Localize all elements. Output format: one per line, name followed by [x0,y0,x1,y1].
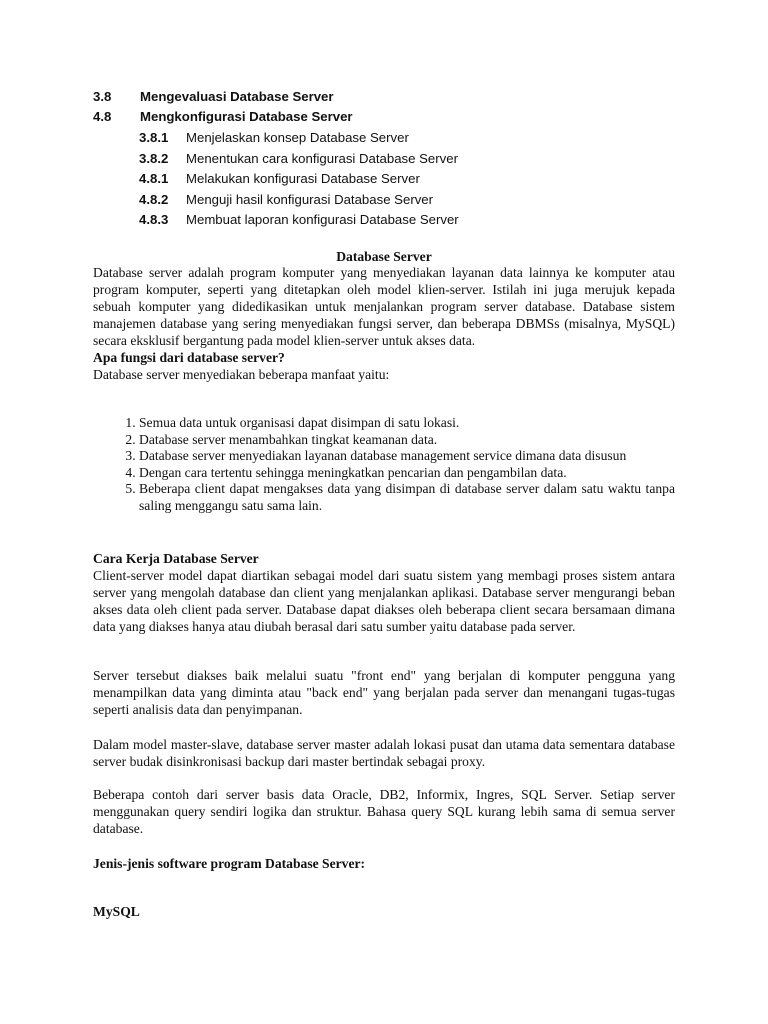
jenis-heading: Jenis-jenis software program Database Server: [93,856,366,871]
list-item: 1. Semua data untuk organisasi dapat disimpan di satu lokasi. [139,415,675,432]
mysql-heading: MySQL [93,904,140,919]
cara-kerja-section [93,550,675,635]
cara-heading: Cara Kerja Database Server [93,551,259,566]
cara-paragraph-1: Client-server model dapat diartikan sebagai model dari suatu sistem yang membagi proses sistem antara server yang mengolah database dan client yang menjalankan aplikasi. Database server mengurangi beban akses data oleh client pada server. Database dapat diakses oleh beberapa client secara bersamaan dimana data yang diakses hanya atau diubah berasal dari satu sumber yaitu database pada server. [93,568,675,634]
toc-sub-number: 4.8.1 [139,171,169,186]
toc-sub-label: Menentukan cara konfigurasi Database Server [186,151,458,166]
toc-sub-label: Menguji hasil konfigurasi Database Server [186,192,434,207]
list-item: 5. Beberapa client dapat mengakses data yang disimpan di database server dalam satu waktu tanpa saling menggangu satu sama lain. [139,481,675,514]
cara-paragraph-4: Beberapa contoh dari server basis data Oracle, DB2, Informix, Ingres, SQL Server. Setiap server menggunakan query sendiri logika dan struktur. Bahasa query SQL kurang lebih sama di semua server database. [93,787,675,836]
list-item: 4. Dengan cara tertentu sehingga meningkatkan pencarian dan pengambilan data. [139,465,675,482]
toc-subitem [139,151,458,166]
toc-sub-label: Membuat laporan konfigurasi Database Server [186,212,459,227]
toc-sub-label: Menjelaskan konsep Database Server [186,130,409,145]
fungsi-list-container [93,415,675,514]
cara-paragraph-3: Dalam model master-slave, database server master adalah lokasi pusat dan utama data sementara database server budak disinkronisasi backup dari master bertindak sebagai proxy. [93,737,675,769]
toc-number: 4.8 [93,109,112,124]
toc-subitem [139,171,420,186]
toc-sub-number: 4.8.3 [139,212,169,227]
intro-paragraph: Database server adalah program komputer yang menyediakan layanan data lainnya ke komputer atau program komputer, seperti yang ditetapkan oleh model klien-server. Istilah ini juga merujuk kepada sebuah komputer yang didedikasikan untuk menjalankan program server database. Database sistem manajemen database yang sering menyediakan fungsi server, dan beberapa DBMSs (misalnya, MySQL) secara eksklusif bergantung pada model klien-server untuk akses data. [93,265,675,348]
toc-number: 3.8 [93,89,112,104]
toc-label: Mengevaluasi Database Server [140,89,334,104]
intro-section [93,264,675,383]
toc-subitem [139,192,433,207]
fungsi-heading: Apa fungsi dari database server? [93,350,285,365]
toc-subitem [139,212,459,227]
toc-item [93,109,353,124]
toc-sub-number: 3.8.1 [139,130,169,145]
toc-label: Mengkonfigurasi Database Server [140,109,353,124]
fungsi-lead: Database server menyediakan beberapa manfaat yaitu: [93,367,390,382]
section-title: Database Server [336,249,432,264]
cara-paragraph-2: Server tersebut diakses baik melalui suatu "front end" yang berjalan di komputer pengguna yang menampilkan data yang diminta atau "back end" yang berjalan pada server dan menangani tugas-tugas seperti analisis data dan penyimpanan. [93,668,675,717]
toc-sub-number: 4.8.2 [139,192,169,207]
list-item: 3. Database server menyediakan layanan database management service dimana data disusun [139,448,675,465]
toc-sub-number: 3.8.2 [139,151,169,166]
toc-item [93,89,334,104]
toc-subitem [139,130,409,145]
fungsi-list [93,415,675,514]
list-item: 2. Database server menambahkan tingkat keamanan data. [139,432,675,449]
toc-sub-label: Melakukan konfigurasi Database Server [186,171,420,186]
